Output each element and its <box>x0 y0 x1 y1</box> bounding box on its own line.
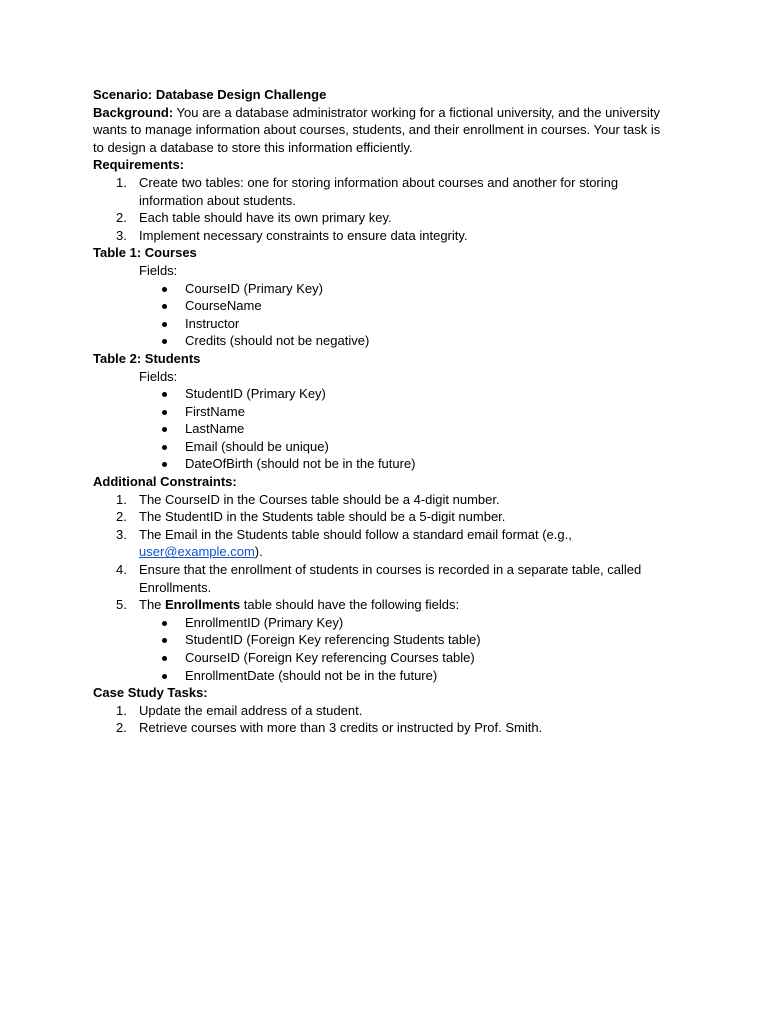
case-study-tasks-list <box>93 702 673 737</box>
enrollment-fields-list <box>139 614 673 684</box>
field-name: EnrollmentID (Primary Key) <box>185 614 344 630</box>
bullet-icon <box>162 322 167 327</box>
field-name: Email (should be unique) <box>185 438 329 454</box>
field-name: CourseID (Foreign Key referencing Courses table) <box>185 650 475 665</box>
additional-constraints-heading: Additional Constraints: <box>93 474 237 490</box>
bullet-icon <box>162 638 167 643</box>
list-item <box>93 174 673 209</box>
bullet-icon <box>162 462 167 467</box>
list-number: 2. <box>116 210 127 226</box>
field-name: DateOfBirth (should not be in the future) <box>185 456 416 472</box>
bullet-icon <box>162 656 167 661</box>
list-item <box>93 491 673 509</box>
list-number: 2. <box>116 509 127 525</box>
list-item <box>93 702 673 720</box>
field-name: LastName <box>185 421 245 437</box>
list-item-text: The Email in the Students table should follow a standard email format (e.g., <box>139 526 572 542</box>
list-item-text: Create two tables: one for storing information about courses and another for storing information about students. <box>139 174 619 208</box>
list-item-text: ). <box>254 544 263 560</box>
list-item <box>93 561 673 596</box>
table2-fields-label: Fields: <box>139 368 178 384</box>
document-page <box>93 86 673 737</box>
list-number: 3. <box>116 227 127 243</box>
table1-fields-list <box>93 280 673 350</box>
list-item <box>185 420 673 438</box>
list-item <box>185 649 673 667</box>
bullet-icon <box>162 339 167 344</box>
background-text: You are a database administrator working for a fictional university, and the university wants to manage information about courses, students, and their enrollment in courses. Your task is to design a database to store this information efficiently. <box>93 104 661 155</box>
field-name: Instructor <box>185 315 240 331</box>
field-name: Credits (should not be negative) <box>185 333 370 349</box>
bullet-icon <box>162 674 167 679</box>
list-item <box>185 332 673 350</box>
field-name: StudentID (Primary Key) <box>185 386 326 402</box>
background-label: Background: <box>93 104 174 120</box>
list-number: 2. <box>116 720 127 736</box>
list-number: 5. <box>116 597 127 613</box>
table2-heading: Table 2: Students <box>93 350 201 366</box>
field-name: StudentID (Foreign Key referencing Students table) <box>185 632 481 648</box>
list-item <box>93 719 673 737</box>
list-item-text: Retrieve courses with more than 3 credits or instructed by Prof. Smith. <box>139 720 543 736</box>
background-paragraph <box>93 104 673 157</box>
list-item <box>93 227 673 245</box>
field-name: CourseID (Primary Key) <box>185 280 323 296</box>
case-study-tasks-heading: Case Study Tasks: <box>93 685 208 701</box>
list-item-text: table should have the following fields: <box>240 597 460 613</box>
list-item <box>93 596 673 684</box>
list-item-text: The StudentID in the Students table should be a 5-digit number. <box>139 509 506 525</box>
table1-fields-label: Fields: <box>139 262 178 278</box>
list-item-text: The CourseID in the Courses table should be a 4-digit number. <box>139 491 500 507</box>
list-number: 1. <box>116 702 127 718</box>
list-item <box>185 403 673 421</box>
list-item <box>185 438 673 456</box>
list-item <box>185 280 673 298</box>
bullet-icon <box>162 410 167 415</box>
list-number: 4. <box>116 562 127 578</box>
list-number: 1. <box>116 491 127 507</box>
list-item <box>185 315 673 333</box>
field-name: CourseName <box>185 298 262 314</box>
email-example-link[interactable]: user@example.com <box>139 544 255 560</box>
list-item <box>185 297 673 315</box>
table2-fields-list <box>93 385 673 473</box>
list-item <box>93 508 673 526</box>
list-item <box>185 614 673 632</box>
list-item <box>185 385 673 403</box>
bullet-icon <box>162 304 167 309</box>
field-name: EnrollmentDate (should not be in the future) <box>185 667 438 683</box>
list-item-text: Ensure that the enrollment of students in courses is recorded in a separate table, called Enrollments. <box>139 562 642 595</box>
bullet-icon <box>162 621 167 626</box>
list-item-text: Each table should have its own primary key. <box>139 210 392 226</box>
list-item <box>185 455 673 473</box>
scenario-title: Scenario: Database Design Challenge <box>93 87 327 102</box>
bullet-icon <box>162 287 167 292</box>
list-item-text: Implement necessary constraints to ensure data integrity. <box>139 227 468 243</box>
table1-heading: Table 1: Courses <box>93 245 197 261</box>
list-number: 3. <box>116 526 127 542</box>
list-item <box>185 631 673 649</box>
field-name: FirstName <box>185 403 245 419</box>
requirements-heading: Requirements: <box>93 157 185 173</box>
list-item <box>93 209 673 227</box>
list-item <box>93 526 673 561</box>
list-item-text: Update the email address of a student. <box>139 702 363 718</box>
enrollments-bold: Enrollments <box>165 597 241 613</box>
requirements-list <box>93 174 673 244</box>
bullet-icon <box>162 392 167 397</box>
list-item <box>185 667 673 685</box>
bullet-icon <box>162 445 167 450</box>
bullet-icon <box>162 427 167 432</box>
additional-constraints-list <box>93 491 673 685</box>
list-number: 1. <box>116 174 127 190</box>
list-item-text: The <box>139 597 166 613</box>
